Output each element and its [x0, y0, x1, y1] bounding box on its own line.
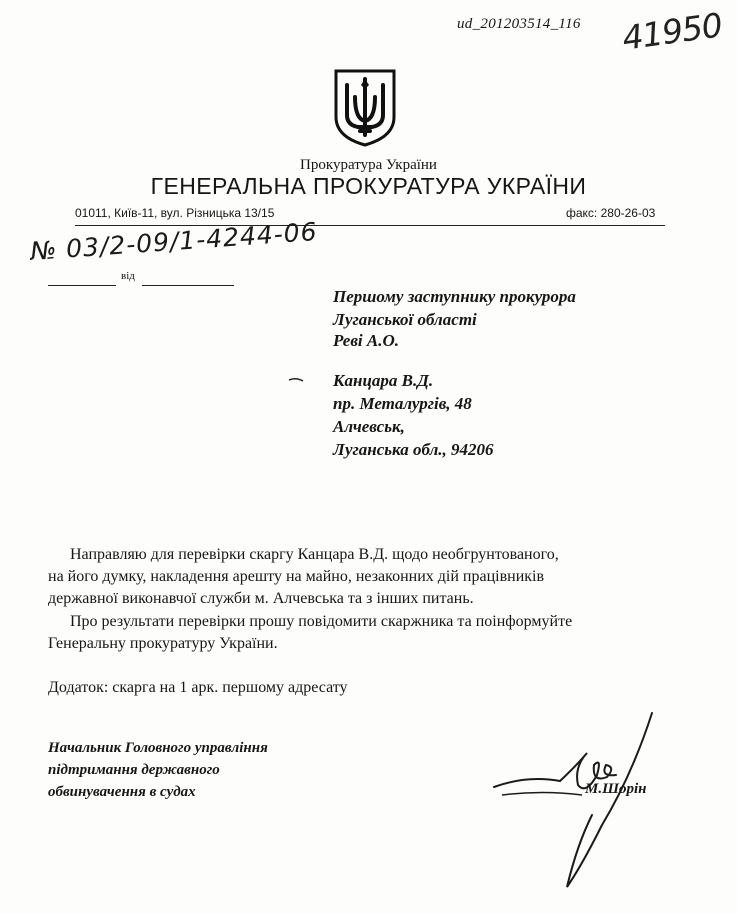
recipient-line: Алчевськ,	[333, 417, 405, 436]
attachment-note: Додаток: скарга на 1 арк. першому адресату	[48, 679, 348, 696]
office-fax: факс: 280-26-03	[566, 206, 656, 220]
check-mark-icon	[288, 377, 304, 383]
recipient-line: Реві А.О.	[333, 331, 399, 350]
recipient-line: Канцара В.Д.	[333, 371, 434, 390]
header-divider	[75, 225, 665, 226]
document-id: ud_201203514_116	[457, 16, 581, 32]
signatory-title-line: підтримання державного	[48, 762, 220, 778]
signatory-title-line: обвинувачення в судах	[48, 784, 196, 800]
handwritten-outgoing-number: № 03/2-09/1-4244-06	[29, 216, 319, 267]
body-line: Про результати перевірки прошу повідомити скаржника та поінформуйте	[70, 613, 573, 630]
body-line: державної виконавчої служби м. Алчевська та з інших питань.	[48, 590, 474, 607]
signatory-title-line: Начальник Головного управління	[48, 740, 268, 756]
date-label: від	[121, 270, 135, 282]
coat-of-arms-icon	[330, 67, 400, 147]
recipient-line: Першому заступнику прокурора	[333, 287, 576, 306]
body-line: на його думку, накладення арешту на майно, незаконних дій працівників	[48, 568, 545, 585]
date-blank-line	[48, 285, 116, 286]
office-address: 01011, Київ-11, вул. Різницька 13/15	[75, 206, 275, 220]
archive-number: 41950	[619, 5, 725, 58]
body-line: Генеральну прокуратуру України.	[48, 635, 278, 652]
recipient-line: пр. Металургів, 48	[333, 394, 472, 413]
handwritten-signature	[482, 705, 667, 895]
body-line: Направляю для перевірки скаргу Канцара В.Д. щодо необгрунтованого,	[70, 546, 559, 563]
recipient-line: Луганської області	[333, 310, 477, 329]
office-title: ГЕНЕРАЛЬНА ПРОКУРАТУРА УКРАЇНИ	[150, 173, 587, 199]
signatory-name: М.Шорін	[585, 781, 647, 797]
recipient-line: Луганська обл., 94206	[333, 440, 494, 459]
ministry-name: Прокуратура України	[300, 157, 437, 173]
date-blank-line-2	[142, 285, 234, 286]
